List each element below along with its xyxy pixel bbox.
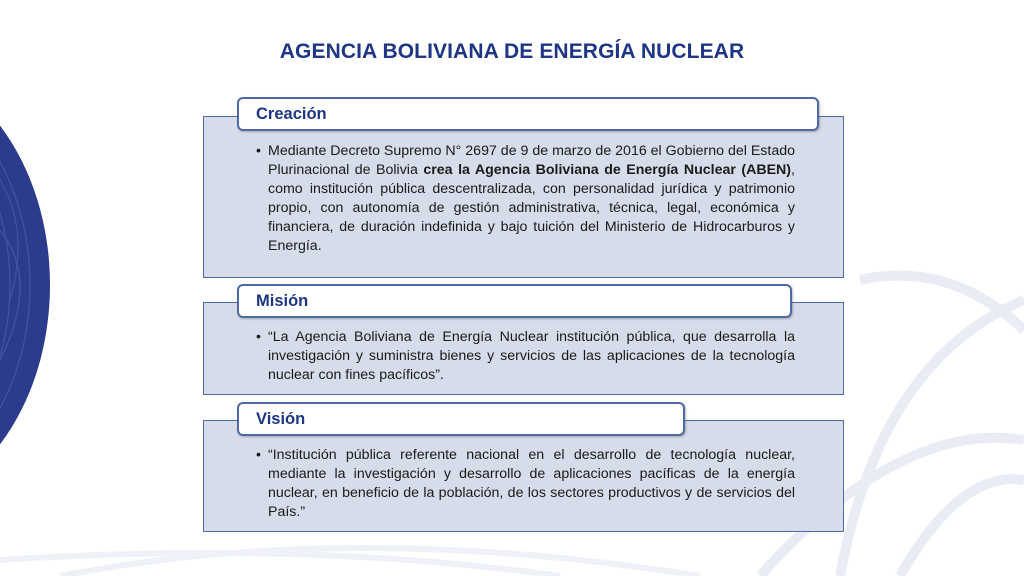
bullet-icon: • bbox=[256, 143, 261, 159]
vision-text-content: “Institución pública referente nacional en el desarrollo de tecnología nuclear, mediante la investigación y desarrollo de aplicaciones pacíficas de la energía nuclear, en beneficio de la población, de los sectores productivos y de servicios del País.” bbox=[268, 447, 795, 520]
vision-text bbox=[256, 446, 795, 522]
creacion-text bbox=[256, 142, 795, 256]
page-title: AGENCIA BOLIVIANA DE ENERGÍA NUCLEAR bbox=[279, 40, 745, 63]
left-blue-arc bbox=[0, 60, 50, 510]
mision-label: Misión bbox=[237, 284, 792, 318]
creacion-text-part-2: , como institución pública descentralizada, con personalidad jurídica y patrimonio propio, con autonomía de gestión administrativa, técnica, legal, económica y financiera, de duración indefinida y bajo tuición del Ministerio de Hidrocarburos y Energía. bbox=[268, 162, 795, 254]
creacion-text-bold: crea la Agencia Boliviana de Energía Nuclear (ABEN) bbox=[423, 162, 792, 178]
right-swirl-4 bbox=[860, 276, 1024, 330]
vision-label: Visión bbox=[237, 402, 685, 436]
right-swirl-3 bbox=[900, 479, 1024, 576]
mision-text-content: “La Agencia Boliviana de Energía Nuclear institución pública, que desarrolla la investigación y suministra bienes y servicios de las aplicaciones de la tecnología nuclear con fines pacíficos”. bbox=[268, 329, 795, 383]
creacion-text-part-1: Mediante Decreto Supremo N° 2697 de 9 de marzo de 2016 el Gobierno del Estado Plurinacional de Bolivia bbox=[268, 143, 795, 178]
mision-text bbox=[256, 328, 795, 385]
creacion-label: Creación bbox=[237, 97, 819, 131]
bullet-icon: • bbox=[256, 329, 261, 345]
bullet-icon: • bbox=[256, 447, 261, 463]
